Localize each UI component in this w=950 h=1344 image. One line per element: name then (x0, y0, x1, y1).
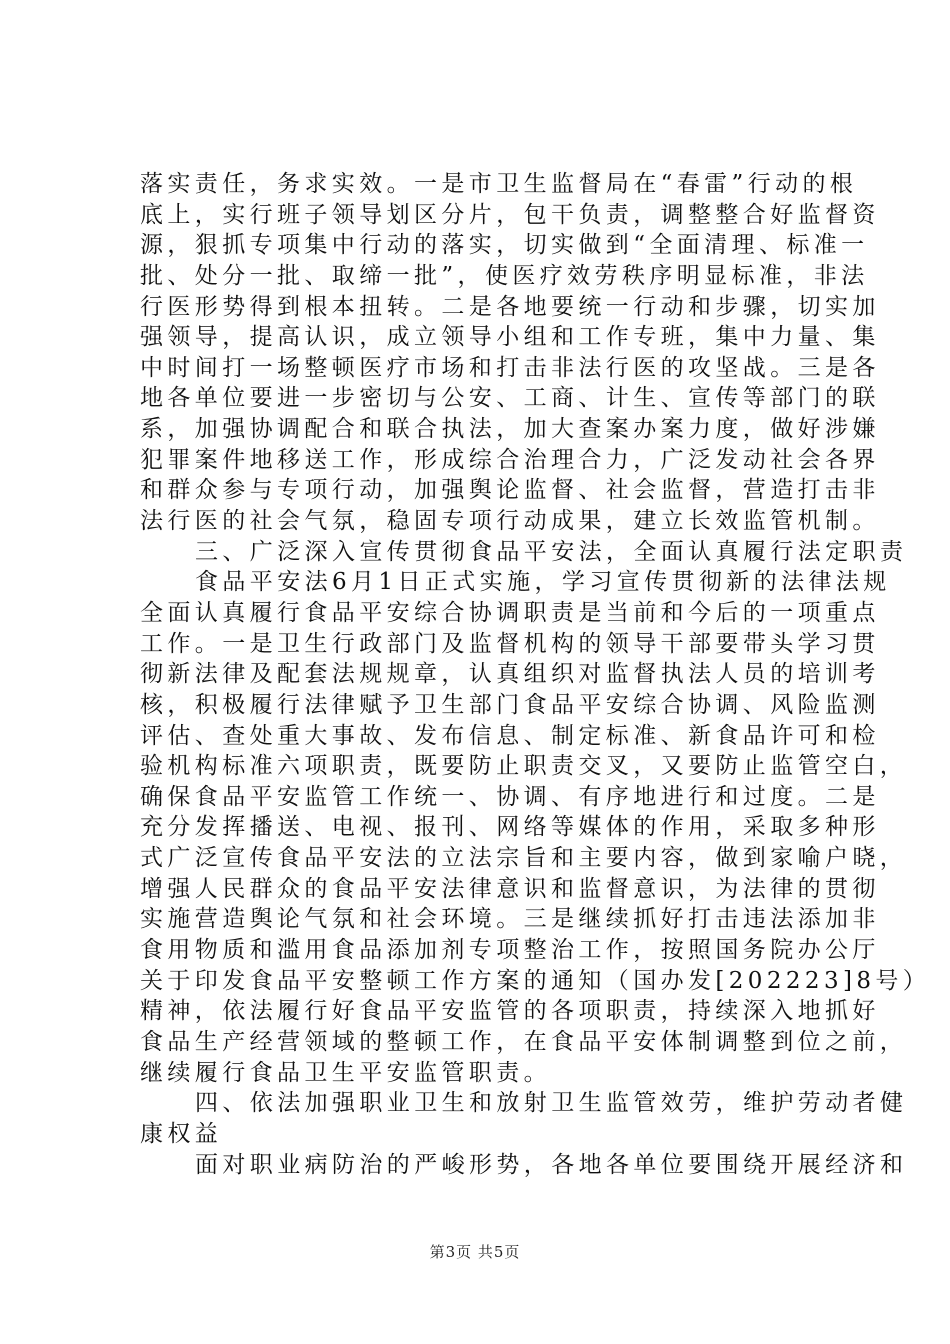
text-line: 落实责任，务求实效。一是市卫生监督局在“春雷”行动的根 (140, 171, 858, 197)
text-line: 验机构标准六项职责，既要防止职责交叉，又要防止监管空白， (140, 753, 908, 780)
text-line: 评估、查处重大事故、发布信息、制定标准、新食品许可和检 (140, 722, 880, 749)
text-line: 食品生产经营领域的整顿工作，在食品平安体制调整到位之前， (140, 1028, 908, 1055)
page-footer: 第3页 共5页 (429, 1243, 521, 1261)
text-line: 法行医的社会气氛，稳固专项行动成果，建立长效监管机制。 (140, 508, 880, 535)
text-line: 关于印发食品平安整顿工作方案的通知（国办发[202223]8号） (140, 967, 931, 994)
text-line: 式广泛宣传食品平安法的立法宗旨和主要内容，做到家喻户晓， (140, 845, 908, 872)
text-line: 全面认真履行食品平安综合协调职责是当前和今后的一项重点 (140, 599, 880, 626)
text-line: 中时间打一场整顿医疗市场和打击非法行医的攻坚战。三是各 (140, 354, 880, 381)
text-line: 源，狠抓专项集中行动的落实，切实做到“全面清理、标准一 (140, 232, 869, 259)
text-line: 批、处分一批、取缔一批”，使医疗效劳秩序明显标准，非法 (140, 262, 869, 289)
text-line: 系，加强协调配合和联合执法，加大查案办案力度，做好涉嫌 (140, 416, 880, 443)
text-line: 实施营造舆论气氛和社会环境。三是继续抓好打击违法添加非 (140, 906, 880, 933)
text-line: 核，积极履行法律赋予卫生部门食品平安综合协调、风险监测 (140, 691, 880, 718)
text-line: 底上，实行班子领导划区分片，包干负责，调整整合好监督资 (140, 201, 880, 228)
text-line: 行医形势得到根本扭转。二是各地要统一行动和步骤，切实加 (140, 293, 880, 320)
text-line: 工作。一是卫生行政部门及监督机构的领导干部要带头学习贯 (140, 630, 880, 657)
text-line: 三、广泛深入宣传贯彻食品平安法，全面认真履行法定职责 (195, 538, 908, 565)
text-line: 四、依法加强职业卫生和放射卫生监管效劳，维护劳动者健 (195, 1090, 908, 1117)
text-line: 充分发挥播送、电视、报刊、网络等媒体的作用，采取多种形 (140, 814, 880, 841)
document-body (140, 169, 931, 1180)
text-line: 面对职业病防治的严峻形势，各地各单位要围绕开展经济和 (195, 1151, 908, 1178)
text-line: 强领导，提高认识，成立领导小组和工作专班，集中力量、集 (140, 324, 880, 351)
text-line: 和群众参与专项行动，加强舆论监督、社会监督，营造打击非 (140, 477, 880, 504)
text-line: 犯罪案件地移送工作，形成综合治理合力，广泛发动社会各界 (140, 446, 880, 473)
text-line: 增强人民群众的食品平安法律意识和监督意识，为法律的贯彻 (140, 875, 880, 902)
text-line: 地各单位要进一步密切与公安、工商、计生、宣传等部门的联 (140, 385, 880, 412)
text-line: 继续履行食品卫生平安监管职责。 (140, 1059, 551, 1086)
text-line: 确保食品平安监管工作统一、协调、有序地进行和过度。二是 (140, 783, 880, 810)
text-line: 精神，依法履行好食品平安监管的各项职责，持续深入地抓好 (140, 998, 880, 1025)
text-line: 食品平安法6月1日正式实施，学习宣传贯彻新的法律法规 (195, 569, 891, 596)
text-line: 彻新法律及配套法规规章，认真组织对监督执法人员的培训考 (140, 661, 880, 688)
text-line: 康权益 (140, 1120, 223, 1147)
text-line: 食用物质和滥用食品添加剂专项整治工作，按照国务院办公厅 (140, 937, 880, 964)
